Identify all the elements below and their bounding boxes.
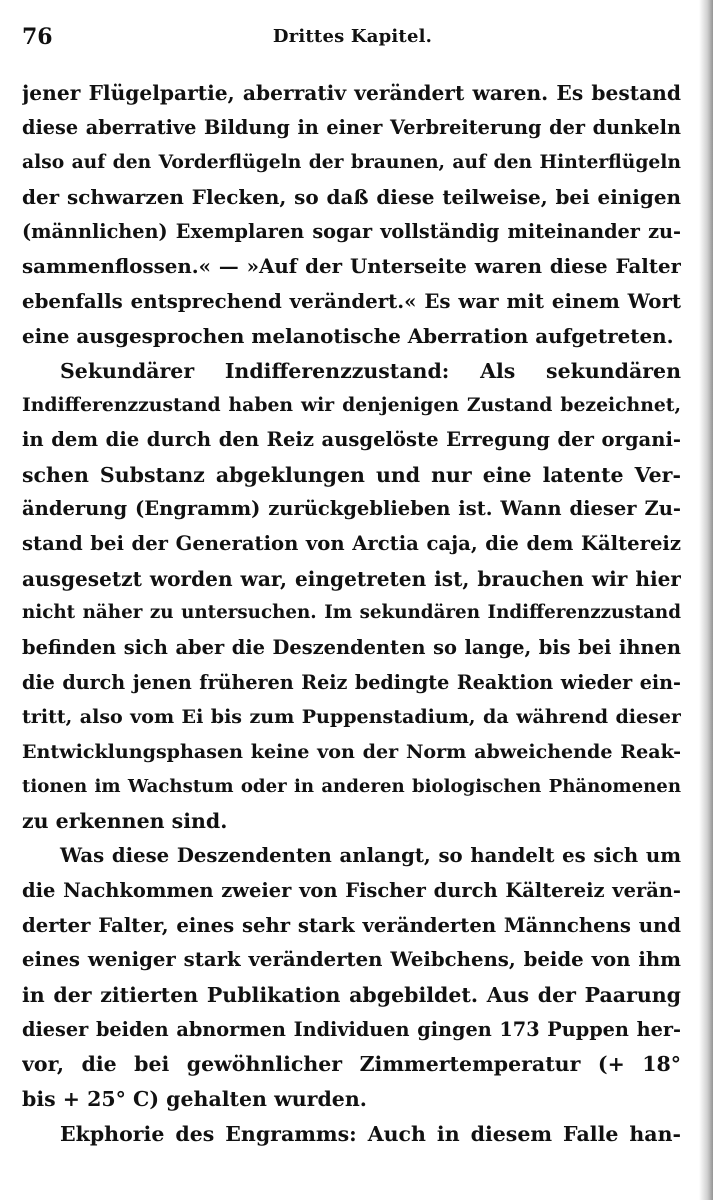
text-line: also auf den Vorderflügeln der braunen, auf den Hinterflügeln xyxy=(22,151,681,174)
text-line: jener Flügelpartie, aberrativ verändert waren. Es bestand xyxy=(22,81,681,105)
text-line: vor, die bei gewöhnlicher Zimmertemperatur (+ 18° xyxy=(22,1052,681,1077)
text-line: zu erkennen sind. xyxy=(22,809,228,834)
text-line: änderung (Engramm) zurückgeblieben ist. Wann dieser Zu- xyxy=(22,497,681,521)
text-line: nicht näher zu untersuchen. Im sekundären Indifferenzzustand xyxy=(22,602,681,624)
text-line: dieser beiden abnormen Individuen gingen 173 Puppen her- xyxy=(22,1017,681,1041)
paragraph-start-line: Was diese Deszendenten anlangt, so handelt es sich um xyxy=(60,844,681,868)
text-line: tionen im Wachstum oder in anderen biologischen Phänomenen xyxy=(22,775,681,797)
text-line: die Nachkommen zweier von Fischer durch Kältereiz verän- xyxy=(22,878,681,902)
text-line: der schwarzen Flecken, so daß diese teilweise, bei einigen xyxy=(22,185,681,210)
text-line: Entwicklungsphasen keine von der Norm abweichende Reak- xyxy=(22,741,681,764)
text-line: eine ausgesprochen melanotische Aberration aufgetreten. xyxy=(22,323,674,348)
page-edge-shadow xyxy=(699,0,713,1200)
text-line: in dem die durch den Reiz ausgelöste Erregung der organi- xyxy=(22,427,681,451)
text-line: bis + 25° C) gehalten wurden. xyxy=(22,1086,367,1111)
text-line: ebenfalls entsprechend verändert.« Es war mit einem Wort xyxy=(22,289,681,314)
running-head: Drittes Kapitel. xyxy=(272,26,433,47)
text-line: befinden sich aber die Deszendenten so lange, bis bei ihnen xyxy=(22,636,681,659)
text-line: Indifferenzzustand haben wir denjenigen Zustand bezeichnet, xyxy=(22,394,681,417)
text-line: in der zitierten Publikation abgebildet. Aus der Paarung xyxy=(22,982,681,1007)
section-heading-line: Ekphorie des Engramms: Auch in diesem Falle han- xyxy=(60,1121,681,1146)
text-line: die durch jenen früheren Reiz bedingte Reaktion wieder ein- xyxy=(22,670,681,694)
text-line: (männlichen) Exemplaren sogar vollständig miteinander zu- xyxy=(22,219,681,243)
text-line: eines weniger stark veränderten Weibchens, beide von ihm xyxy=(22,948,681,972)
text-line: ausgesetzt worden war, eingetreten ist, brauchen wir hier xyxy=(22,566,681,591)
text-line: sammenflossen.« — »Auf der Unterseite waren diese Falter xyxy=(22,254,681,279)
text-line: schen Substanz abgeklungen und nur eine latente Ver- xyxy=(22,462,681,487)
text-line: derter Falter, eines sehr stark veränderten Männchens und xyxy=(22,913,681,937)
page-number: 76 xyxy=(22,24,53,50)
page-header xyxy=(22,22,683,56)
text-line: diese aberrative Bildung in einer Verbreiterung der dunkeln xyxy=(22,115,681,139)
text-line: tritt, also vom Ei bis zum Puppenstadium, da während dieser xyxy=(22,706,681,729)
body-text xyxy=(22,76,681,1151)
section-heading-line: Sekundärer Indifferenzzustand: Als sekundären xyxy=(60,358,681,383)
text-line: stand bei der Generation von Arctia caja, die dem Kältereiz xyxy=(22,531,681,555)
